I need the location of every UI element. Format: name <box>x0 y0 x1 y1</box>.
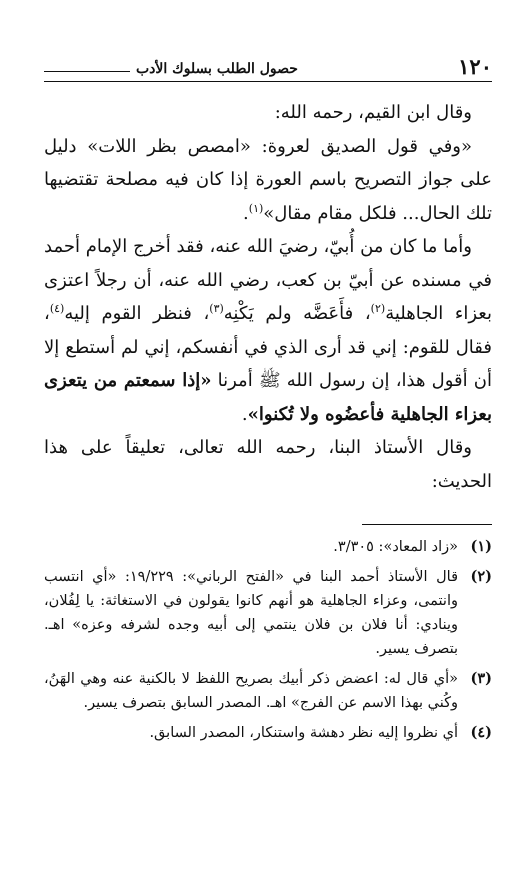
running-title <box>44 60 298 78</box>
footnote-number: (٢) <box>470 568 492 585</box>
paragraph-4 <box>44 431 492 498</box>
paragraph-3-end: . <box>241 403 248 425</box>
hadith-quote: «إذا سمعتم من يتعزى بعزاء الجاهلية فأعضُوه ولا تُكنوا» <box>44 370 492 425</box>
running-title-text: حصول الطلب بسلوك الأدب <box>136 61 298 77</box>
paragraph-3-part-c: ، فنظر القوم إليه <box>64 303 210 324</box>
footnote-3 <box>44 667 492 715</box>
footnote-ref-4: (٤) <box>49 302 65 315</box>
paragraph-4-text: وقال الأستاذ البنا، رحمه الله تعالى، تعليقاً على هذا الحديث: <box>44 437 492 492</box>
footnote-4 <box>44 721 492 745</box>
footnote-separator <box>362 524 492 525</box>
paragraph-3 <box>44 230 492 431</box>
footnote-text: «زاد المعاد»: ٣/٣٠٥. <box>333 539 458 555</box>
paragraph-1-text: وقال ابن القيم، رحمه الله: <box>274 102 472 123</box>
footnote-number: (٤) <box>470 724 492 741</box>
footnote-ref-2: (٢) <box>370 302 386 315</box>
page-header <box>44 52 492 82</box>
main-text <box>44 96 492 498</box>
footnote-text: أي نظروا إليه نظر دهشة واستنكار، المصدر السابق. <box>149 725 458 741</box>
footnote-2 <box>44 565 492 661</box>
page-number: ١٢٠ <box>458 54 492 79</box>
footnote-ref-3: (٣) <box>209 302 224 315</box>
footnote-number: (٣) <box>470 670 492 687</box>
footnote-text: قال الأستاذ أحمد البنا في «الفتح الرباني»: ١٩/٢٢٩: «أي انتسب وانتمى، وعزاء الجاهلية هو أنهم كانوا يقولون في الاستغاثة: يا لِفُلان، وينادي: أنا فلان بن فلان ينتمي إلى أبيه وجده لشرفه وعزه» اهـ. بتصرف يسير. <box>44 569 458 657</box>
paragraph-2-text: «وفي قول الصديق لعروة: «امصص بظر اللات» دليل على جواز التصريح باسم العورة إذا كان فيه مصلحة تقتضيها تلك الحال... فلكل مقام مقال» <box>44 135 492 224</box>
book-page <box>44 52 492 751</box>
footnote-1 <box>44 535 492 559</box>
paragraph-3-part-b: ، فأَعَضَّه ولم يَكْنِه <box>223 303 371 324</box>
footnote-number: (١) <box>470 538 492 555</box>
paragraph-1 <box>44 96 492 130</box>
paragraph-3-part-a: وأما ما كان من أُبيّ، رضيَ الله عنه، فقد أخرج الإمام أحمد في مسنده عن أبيّ بن كعب، رضي الله عنه، أن رجلاً اعتزى بعزاء الجاهلية <box>44 236 492 324</box>
paragraph-2: «وفي قول الصديق لعروة: «امصص بظر اللات» دليل على جواز التصريح باسم العورة إذا كان فيه مصلحة تقتضيها تلك الحال... فلكل مقام مقال»$^{(١)}$. <box>44 135 492 224</box>
footnote-ref-1: (١) <box>248 201 264 215</box>
paragraph-3-part-d: ، فقال للقوم: إني قد أرى الذي في أنفسكم، إني لم أستطع إلا أن أقول هذا، إن رسول الله ﷺ أمرنا <box>44 303 492 391</box>
footnote-text: «أي قال له: اعضض ذكر أبيك بصريح اللفظ لا بالكنية عنه وهي الهَنُ، وكُني بهذا الاسم عن الفرج» اهـ. المصدر السابق بتصرف يسير. <box>44 671 458 711</box>
footnotes <box>44 535 492 745</box>
title-rule <box>44 71 130 72</box>
